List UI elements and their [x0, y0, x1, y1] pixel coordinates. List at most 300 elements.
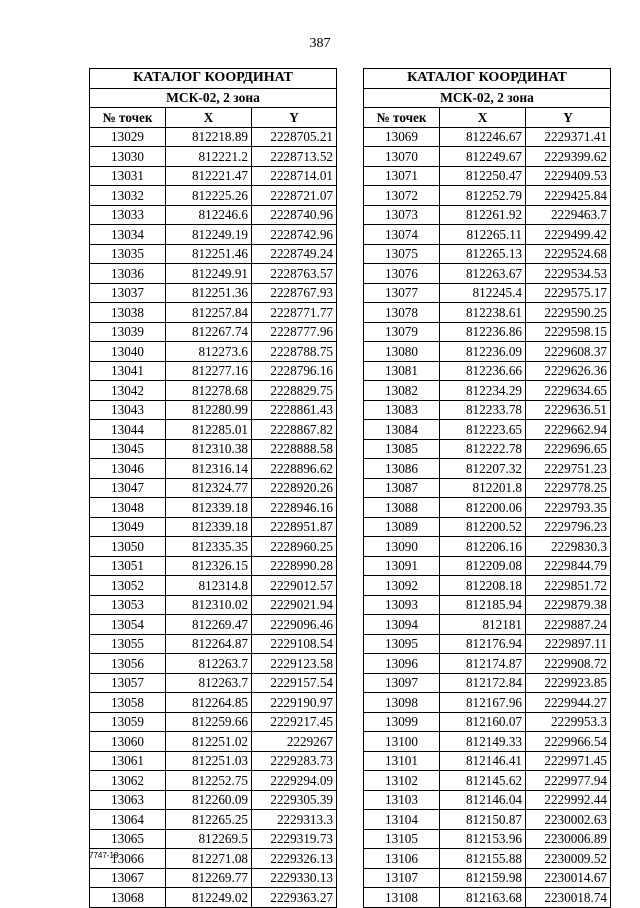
- x-coordinate-cell: 812160.07: [440, 712, 526, 732]
- x-coordinate-cell: 812245.4: [440, 283, 526, 303]
- x-coordinate-cell: 812249.02: [166, 888, 252, 908]
- y-coordinate-cell: 2229190.97: [252, 693, 337, 713]
- point-number-cell: 13104: [364, 810, 440, 830]
- x-coordinate-cell: 812221.47: [166, 166, 252, 186]
- point-number-cell: 13039: [90, 322, 166, 342]
- x-coordinate-cell: 812310.38: [166, 439, 252, 459]
- point-number-cell: 13080: [364, 342, 440, 362]
- x-coordinate-cell: 812285.01: [166, 420, 252, 440]
- point-number-cell: 13102: [364, 771, 440, 791]
- point-number-cell: 13072: [364, 186, 440, 206]
- y-coordinate-cell: 2228771.77: [252, 303, 337, 323]
- table-row: [90, 771, 337, 791]
- point-number-cell: 13071: [364, 166, 440, 186]
- x-coordinate-cell: 812172.84: [440, 673, 526, 693]
- y-coordinate-cell: 2228721.07: [252, 186, 337, 206]
- x-coordinate-cell: 812335.35: [166, 537, 252, 557]
- point-number-cell: 13059: [90, 712, 166, 732]
- point-number-cell: 13108: [364, 888, 440, 908]
- y-coordinate-cell: 2229409.53: [526, 166, 611, 186]
- point-number-cell: 13040: [90, 342, 166, 362]
- x-coordinate-cell: 812316.14: [166, 459, 252, 479]
- x-coordinate-cell: 812201.8: [440, 478, 526, 498]
- point-number-cell: 13048: [90, 498, 166, 518]
- table-row: [90, 732, 337, 752]
- y-coordinate-cell: 2228763.57: [252, 264, 337, 284]
- x-coordinate-cell: 812265.13: [440, 244, 526, 264]
- table-row: [364, 693, 611, 713]
- table-row: [90, 420, 337, 440]
- point-number-cell: 13069: [364, 127, 440, 147]
- point-number-cell: 13089: [364, 517, 440, 537]
- y-coordinate-cell: 2229879.38: [526, 595, 611, 615]
- y-coordinate-cell: 2229524.68: [526, 244, 611, 264]
- table-row: [364, 322, 611, 342]
- table-row: [364, 849, 611, 869]
- table-row: [364, 478, 611, 498]
- table-row: [90, 634, 337, 654]
- x-coordinate-cell: 812269.47: [166, 615, 252, 635]
- point-number-cell: 13105: [364, 829, 440, 849]
- point-number-cell: 13094: [364, 615, 440, 635]
- table-row: [90, 790, 337, 810]
- table-row: [364, 732, 611, 752]
- point-number-cell: 13076: [364, 264, 440, 284]
- x-coordinate-cell: 812263.7: [166, 673, 252, 693]
- table-row: [364, 517, 611, 537]
- table-row: [90, 147, 337, 167]
- y-coordinate-cell: 2229971.45: [526, 751, 611, 771]
- y-coordinate-cell: 2229887.24: [526, 615, 611, 635]
- y-coordinate-cell: 2229634.65: [526, 381, 611, 401]
- x-coordinate-cell: 812278.68: [166, 381, 252, 401]
- table-row: [364, 439, 611, 459]
- point-number-cell: 13096: [364, 654, 440, 674]
- y-coordinate-cell: 2228920.26: [252, 478, 337, 498]
- catalog-title: КАТАЛОГ КООРДИНАТ: [90, 69, 337, 89]
- x-coordinate-cell: 812181: [440, 615, 526, 635]
- point-number-cell: 13098: [364, 693, 440, 713]
- y-coordinate-cell: 2229425.84: [526, 186, 611, 206]
- x-coordinate-cell: 812250.47: [440, 166, 526, 186]
- x-coordinate-cell: 812264.85: [166, 693, 252, 713]
- point-number-cell: 13091: [364, 556, 440, 576]
- x-coordinate-cell: 812280.99: [166, 400, 252, 420]
- table-row: [364, 751, 611, 771]
- table-row: [90, 381, 337, 401]
- y-coordinate-cell: 2229157.54: [252, 673, 337, 693]
- point-number-cell: 13107: [364, 868, 440, 888]
- y-coordinate-cell: 2229363.27: [252, 888, 337, 908]
- catalog-subtitle: МСК-02, 2 зона: [90, 88, 337, 108]
- point-number-cell: 13035: [90, 244, 166, 264]
- y-coordinate-cell: 2228960.25: [252, 537, 337, 557]
- table-row: [90, 225, 337, 245]
- table-row: [90, 673, 337, 693]
- column-header-point-number: № точек: [364, 108, 440, 128]
- x-coordinate-cell: 812271.08: [166, 849, 252, 869]
- y-coordinate-cell: 2228749.24: [252, 244, 337, 264]
- point-number-cell: 13063: [90, 790, 166, 810]
- y-coordinate-cell: 2230018.74: [526, 888, 611, 908]
- y-coordinate-cell: 2230009.52: [526, 849, 611, 869]
- table-row: [364, 888, 611, 908]
- point-number-cell: 13074: [364, 225, 440, 245]
- y-coordinate-cell: 2228990.28: [252, 556, 337, 576]
- table-row: [90, 888, 337, 908]
- x-coordinate-cell: 812249.91: [166, 264, 252, 284]
- y-coordinate-cell: 2229830.3: [526, 537, 611, 557]
- table-row: [364, 420, 611, 440]
- table-row: [90, 654, 337, 674]
- x-coordinate-cell: 812234.29: [440, 381, 526, 401]
- table-row: [364, 186, 611, 206]
- table-row: [90, 478, 337, 498]
- table-row: [364, 654, 611, 674]
- y-coordinate-cell: 2228796.16: [252, 361, 337, 381]
- point-number-cell: 13066: [90, 849, 166, 869]
- y-coordinate-cell: 2229626.36: [526, 361, 611, 381]
- x-coordinate-cell: 812222.78: [440, 439, 526, 459]
- x-coordinate-cell: 812236.09: [440, 342, 526, 362]
- table-row: [364, 244, 611, 264]
- point-number-cell: 13088: [364, 498, 440, 518]
- x-coordinate-cell: 812251.03: [166, 751, 252, 771]
- y-coordinate-cell: 2230002.63: [526, 810, 611, 830]
- y-coordinate-cell: 2229294.09: [252, 771, 337, 791]
- x-coordinate-cell: 812249.19: [166, 225, 252, 245]
- y-coordinate-cell: 2229217.45: [252, 712, 337, 732]
- point-number-cell: 13079: [364, 322, 440, 342]
- y-coordinate-cell: 2229944.27: [526, 693, 611, 713]
- table-row: [364, 400, 611, 420]
- y-coordinate-cell: 2229123.58: [252, 654, 337, 674]
- point-number-cell: 13103: [364, 790, 440, 810]
- x-coordinate-cell: 812159.98: [440, 868, 526, 888]
- y-coordinate-cell: 2229598.15: [526, 322, 611, 342]
- x-coordinate-cell: 812218.89: [166, 127, 252, 147]
- table-row: [364, 556, 611, 576]
- table-row: [90, 303, 337, 323]
- point-number-cell: 13050: [90, 537, 166, 557]
- x-coordinate-cell: 812252.75: [166, 771, 252, 791]
- y-coordinate-cell: 2229953.3: [526, 712, 611, 732]
- x-coordinate-cell: 812185.94: [440, 595, 526, 615]
- column-header-y: Y: [252, 108, 337, 128]
- point-number-cell: 13054: [90, 615, 166, 635]
- point-number-cell: 13068: [90, 888, 166, 908]
- y-coordinate-cell: 2228705.21: [252, 127, 337, 147]
- x-coordinate-cell: 812269.77: [166, 868, 252, 888]
- table-row: [90, 615, 337, 635]
- x-coordinate-cell: 812246.6: [166, 205, 252, 225]
- table-row: [364, 576, 611, 596]
- x-coordinate-cell: 812251.36: [166, 283, 252, 303]
- y-coordinate-cell: 2229793.35: [526, 498, 611, 518]
- column-header-x: X: [166, 108, 252, 128]
- table-row: [90, 595, 337, 615]
- x-coordinate-cell: 812153.96: [440, 829, 526, 849]
- y-coordinate-cell: 2228714.01: [252, 166, 337, 186]
- x-coordinate-cell: 812206.16: [440, 537, 526, 557]
- y-coordinate-cell: 2228951.87: [252, 517, 337, 537]
- x-coordinate-cell: 812264.87: [166, 634, 252, 654]
- point-number-cell: 13078: [364, 303, 440, 323]
- table-row: [364, 459, 611, 479]
- y-coordinate-cell: 2229463.7: [526, 205, 611, 225]
- x-coordinate-cell: 812265.25: [166, 810, 252, 830]
- point-number-cell: 13064: [90, 810, 166, 830]
- x-coordinate-cell: 812200.52: [440, 517, 526, 537]
- point-number-cell: 13070: [364, 147, 440, 167]
- catalog-subtitle: МСК-02, 2 зона: [364, 88, 611, 108]
- x-coordinate-cell: 812225.26: [166, 186, 252, 206]
- y-coordinate-cell: 2229844.79: [526, 556, 611, 576]
- y-coordinate-cell: 2229319.73: [252, 829, 337, 849]
- table-row: [90, 849, 337, 869]
- y-coordinate-cell: 2230014.67: [526, 868, 611, 888]
- point-number-cell: 13061: [90, 751, 166, 771]
- y-coordinate-cell: 2229897.11: [526, 634, 611, 654]
- y-coordinate-cell: 2228888.58: [252, 439, 337, 459]
- point-number-cell: 13057: [90, 673, 166, 693]
- table-row: [90, 810, 337, 830]
- y-coordinate-cell: 2229923.85: [526, 673, 611, 693]
- x-coordinate-cell: 812207.32: [440, 459, 526, 479]
- x-coordinate-cell: 812146.41: [440, 751, 526, 771]
- y-coordinate-cell: 2229851.72: [526, 576, 611, 596]
- point-number-cell: 13044: [90, 420, 166, 440]
- y-coordinate-cell: 2229021.94: [252, 595, 337, 615]
- point-number-cell: 13056: [90, 654, 166, 674]
- y-coordinate-cell: 2229326.13: [252, 849, 337, 869]
- x-coordinate-cell: 812339.18: [166, 498, 252, 518]
- x-coordinate-cell: 812265.11: [440, 225, 526, 245]
- table-row: [364, 615, 611, 635]
- y-coordinate-cell: 2229608.37: [526, 342, 611, 362]
- table-row: [90, 205, 337, 225]
- y-coordinate-cell: 2229096.46: [252, 615, 337, 635]
- y-coordinate-cell: 2229313.3: [252, 810, 337, 830]
- table-row: [364, 127, 611, 147]
- table-row: [90, 517, 337, 537]
- x-coordinate-cell: 812145.62: [440, 771, 526, 791]
- table-row: [364, 264, 611, 284]
- table-row: [364, 868, 611, 888]
- x-coordinate-cell: 812200.06: [440, 498, 526, 518]
- table-row: [90, 342, 337, 362]
- x-coordinate-cell: 812236.86: [440, 322, 526, 342]
- table-row: [364, 790, 611, 810]
- y-coordinate-cell: 2229305.39: [252, 790, 337, 810]
- x-coordinate-cell: 812208.18: [440, 576, 526, 596]
- point-number-cell: 13037: [90, 283, 166, 303]
- y-coordinate-cell: 2228896.62: [252, 459, 337, 479]
- y-coordinate-cell: 2229977.94: [526, 771, 611, 791]
- x-coordinate-cell: 812273.6: [166, 342, 252, 362]
- point-number-cell: 13043: [90, 400, 166, 420]
- point-number-cell: 13081: [364, 361, 440, 381]
- catalog-title: КАТАЛОГ КООРДИНАТ: [364, 69, 611, 89]
- x-coordinate-cell: 812146.04: [440, 790, 526, 810]
- x-coordinate-cell: 812260.09: [166, 790, 252, 810]
- y-coordinate-cell: 2228946.16: [252, 498, 337, 518]
- x-coordinate-cell: 812326.15: [166, 556, 252, 576]
- table-row: [364, 147, 611, 167]
- y-coordinate-cell: 2229992.44: [526, 790, 611, 810]
- table-row: [90, 868, 337, 888]
- table-row: [90, 712, 337, 732]
- table-row: [364, 381, 611, 401]
- x-coordinate-cell: 812221.2: [166, 147, 252, 167]
- table-row: [90, 498, 337, 518]
- table-row: [90, 556, 337, 576]
- x-coordinate-cell: 812261.92: [440, 205, 526, 225]
- coordinate-catalog-table-left: [89, 68, 337, 908]
- point-number-cell: 13084: [364, 420, 440, 440]
- point-number-cell: 13085: [364, 439, 440, 459]
- y-coordinate-cell: 2228740.96: [252, 205, 337, 225]
- table-row: [364, 810, 611, 830]
- column-header-y: Y: [526, 108, 611, 128]
- point-number-cell: 13030: [90, 147, 166, 167]
- y-coordinate-cell: 2228742.96: [252, 225, 337, 245]
- x-coordinate-cell: 812269.5: [166, 829, 252, 849]
- point-number-cell: 13032: [90, 186, 166, 206]
- x-coordinate-cell: 812150.87: [440, 810, 526, 830]
- point-number-cell: 13095: [364, 634, 440, 654]
- point-number-cell: 13073: [364, 205, 440, 225]
- table-row: [90, 264, 337, 284]
- y-coordinate-cell: 2229108.54: [252, 634, 337, 654]
- table-row: [90, 283, 337, 303]
- x-coordinate-cell: 812246.67: [440, 127, 526, 147]
- x-coordinate-cell: 812209.08: [440, 556, 526, 576]
- y-coordinate-cell: 2229012.57: [252, 576, 337, 596]
- y-coordinate-cell: 2229796.23: [526, 517, 611, 537]
- y-coordinate-cell: 2230006.89: [526, 829, 611, 849]
- y-coordinate-cell: 2228788.75: [252, 342, 337, 362]
- point-number-cell: 13065: [90, 829, 166, 849]
- x-coordinate-cell: 812257.84: [166, 303, 252, 323]
- y-coordinate-cell: 2229966.54: [526, 732, 611, 752]
- footer-code: 7747-18: [89, 851, 119, 860]
- table-row: [364, 283, 611, 303]
- column-header-x: X: [440, 108, 526, 128]
- point-number-cell: 13029: [90, 127, 166, 147]
- point-number-cell: 13047: [90, 478, 166, 498]
- point-number-cell: 13041: [90, 361, 166, 381]
- page-number: 387: [309, 36, 331, 51]
- point-number-cell: 13092: [364, 576, 440, 596]
- table-row: [364, 342, 611, 362]
- x-coordinate-cell: 812174.87: [440, 654, 526, 674]
- x-coordinate-cell: 812233.78: [440, 400, 526, 420]
- x-coordinate-cell: 812149.33: [440, 732, 526, 752]
- point-number-cell: 13038: [90, 303, 166, 323]
- point-number-cell: 13046: [90, 459, 166, 479]
- y-coordinate-cell: 2229778.25: [526, 478, 611, 498]
- y-coordinate-cell: 2229751.23: [526, 459, 611, 479]
- y-coordinate-cell: 2229662.94: [526, 420, 611, 440]
- table-row: [90, 829, 337, 849]
- x-coordinate-cell: 812167.96: [440, 693, 526, 713]
- point-number-cell: 13058: [90, 693, 166, 713]
- point-number-cell: 13090: [364, 537, 440, 557]
- table-body: [364, 127, 611, 907]
- y-coordinate-cell: 2229590.25: [526, 303, 611, 323]
- y-coordinate-cell: 2229371.41: [526, 127, 611, 147]
- table-row: [364, 537, 611, 557]
- point-number-cell: 13034: [90, 225, 166, 245]
- point-number-cell: 13101: [364, 751, 440, 771]
- point-number-cell: 13045: [90, 439, 166, 459]
- point-number-cell: 13083: [364, 400, 440, 420]
- x-coordinate-cell: 812324.77: [166, 478, 252, 498]
- y-coordinate-cell: 2229636.51: [526, 400, 611, 420]
- x-coordinate-cell: 812249.67: [440, 147, 526, 167]
- x-coordinate-cell: 812251.02: [166, 732, 252, 752]
- point-number-cell: 13106: [364, 849, 440, 869]
- point-number-cell: 13051: [90, 556, 166, 576]
- table-row: [90, 439, 337, 459]
- table-row: [364, 225, 611, 245]
- table-row: [90, 166, 337, 186]
- y-coordinate-cell: 2228713.52: [252, 147, 337, 167]
- x-coordinate-cell: 812277.16: [166, 361, 252, 381]
- table-row: [90, 322, 337, 342]
- table-row: [364, 712, 611, 732]
- x-coordinate-cell: 812155.88: [440, 849, 526, 869]
- table-row: [90, 186, 337, 206]
- point-number-cell: 13086: [364, 459, 440, 479]
- y-coordinate-cell: 2228861.43: [252, 400, 337, 420]
- table-row: [364, 673, 611, 693]
- x-coordinate-cell: 812223.65: [440, 420, 526, 440]
- y-coordinate-cell: 2229399.62: [526, 147, 611, 167]
- y-coordinate-cell: 2229575.17: [526, 283, 611, 303]
- point-number-cell: 13033: [90, 205, 166, 225]
- table-row: [364, 303, 611, 323]
- table-row: [364, 771, 611, 791]
- x-coordinate-cell: 812263.7: [166, 654, 252, 674]
- x-coordinate-cell: 812267.74: [166, 322, 252, 342]
- y-coordinate-cell: 2229908.72: [526, 654, 611, 674]
- point-number-cell: 13053: [90, 595, 166, 615]
- x-coordinate-cell: 812310.02: [166, 595, 252, 615]
- table-row: [90, 400, 337, 420]
- table-row: [90, 361, 337, 381]
- x-coordinate-cell: 812252.79: [440, 186, 526, 206]
- x-coordinate-cell: 812263.67: [440, 264, 526, 284]
- y-coordinate-cell: 2229499.42: [526, 225, 611, 245]
- x-coordinate-cell: 812236.66: [440, 361, 526, 381]
- y-coordinate-cell: 2229267: [252, 732, 337, 752]
- x-coordinate-cell: 812339.18: [166, 517, 252, 537]
- table-row: [364, 595, 611, 615]
- point-number-cell: 13042: [90, 381, 166, 401]
- point-number-cell: 13049: [90, 517, 166, 537]
- table-row: [90, 459, 337, 479]
- column-header-point-number: № точек: [90, 108, 166, 128]
- coordinate-catalog-table-right: [363, 68, 611, 908]
- x-coordinate-cell: 812176.94: [440, 634, 526, 654]
- x-coordinate-cell: 812251.46: [166, 244, 252, 264]
- point-number-cell: 13082: [364, 381, 440, 401]
- y-coordinate-cell: 2228867.82: [252, 420, 337, 440]
- point-number-cell: 13055: [90, 634, 166, 654]
- point-number-cell: 13036: [90, 264, 166, 284]
